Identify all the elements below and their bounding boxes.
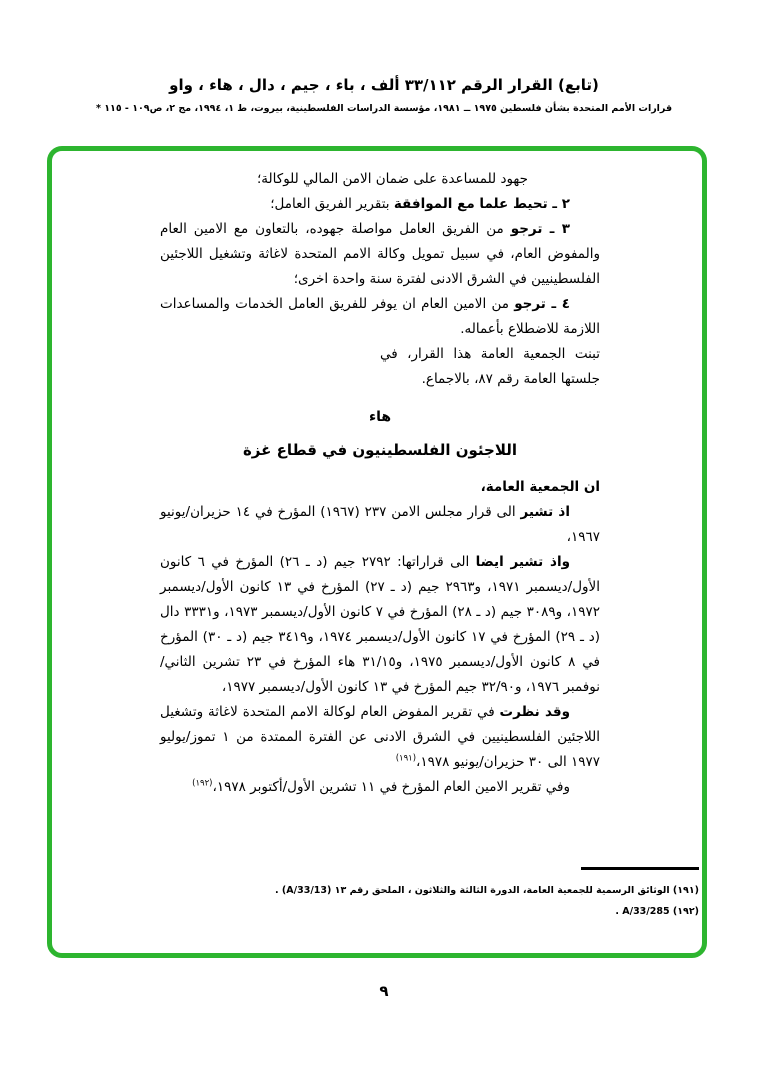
footnote-ref-191: (١٩١) [395, 753, 417, 764]
footnotes-section [99, 867, 699, 922]
operative-paragraph-2: ٢ ـ تحيط علما مع الموافقة بتقرير الفريق العامل؛ [270, 196, 570, 212]
footnote-191: (١٩١) الوثائق الرسمية للجمعية العامة، الدورة الثالثة والثلاثون ، الملحق رقم ١٣ (A/33/13) . [275, 885, 699, 896]
continuation-paragraph: جهود للمساعدة على ضمان الامن المالي للوكالة؛ [257, 171, 528, 187]
preamble-sg-report-paragraph: وفي تقرير الامين العام المؤرخ في ١١ تشرين الأول/أكتوبر ١٩٧٨،$^{(١٩٢)}$ [192, 778, 570, 795]
section-letter: هاء [368, 409, 392, 425]
resolution-body [160, 167, 600, 800]
operative-paragraph-3: ٣ ـ ترجو من الفريق العامل مواصلة جهوده، بالتعاون مع الامين العام والمفوض العام، في سبيل تمويل وكالة الامم المتحدة لاغاثة وتشغيل اللاجئين الفلسطينيين في الشرق الادنى لفترة سنة واحدة اخرى؛ [160, 221, 600, 287]
source-citation: قرارات الأمم المتحدة بشأن فلسطين ١٩٧٥ ــ ١٩٨١، مؤسسة الدراسات الفلسطينية، بيروت، ط ١، ١٩٩٤، مج ٢، ص١٠٩ - ١١٥ * [95, 103, 673, 114]
operative-paragraph-4: ٤ ـ ترجو من الامين العام ان يوفر للفريق العامل الخدمات والمساعدات اللازمة للاضطلاع بأعماله. [160, 296, 600, 337]
footnote-ref-192: (١٩٢) [192, 778, 213, 789]
preamble-recall-1: اذ تشير الى قرار مجلس الامن ٢٣٧ (١٩٦٧) المؤرخ في ١٤ حزيران/يونيو ١٩٦٧، [160, 504, 600, 545]
footnote-separator-rule [581, 867, 699, 870]
adoption-note: تبنت الجمعية العامة هذا القرار، في جلستها العامة رقم ٨٧، بالاجماع. [380, 346, 600, 387]
section-title: اللاجئون الفلسطينيون في قطاع غزة [242, 441, 518, 459]
document-header [0, 76, 768, 114]
preamble-opening: ان الجمعية العامة، [480, 479, 600, 495]
green-border-frame [47, 146, 707, 958]
preamble-recall-2: واذ تشير ايضا الى قراراتها: ٢٧٩٢ جيم (د ـ ٢٦) المؤرخ في ٦ كانون الأول/ديسمبر ١٩٧١، و٢٩٦٣ جيم (د ـ ٢٧) المؤرخ في ١٣ كانون الأول/ديسمبر ١٩٧٢، و٣٠٨٩ جيم (د ـ ٢٨) المؤرخ في ٧ كانون الأول/ديسمبر ١٩٧٣، و٣٣٣١ دال (د ـ ٢٩) المؤرخ في ١٧ كانون الأول/ديسمبر ١٩٧٤، و٣٤١٩ جيم (د ـ ٣٠) المؤرخ في ٨ كانون الأول/ديسمبر ١٩٧٥، و٣١/١٥ هاء المؤرخ في ٢٣ تشرين الثاني/نوفمبر ١٩٧٦، و٣٢/٩٠ جيم المؤرخ في ١٣ كانون الأول/ديسمبر ١٩٧٧، [160, 554, 601, 695]
resolution-title: (تابع) القرار الرقم ٣٣/١١٢ ألف ، باء ، جيم ، دال ، هاء ، واو [169, 76, 599, 94]
footnote-192: (١٩٢) A/33/285 . [615, 906, 699, 917]
preamble-report-paragraph: وقد نظرت في تقرير المفوض العام لوكالة الامم المتحدة لاغاثة وتشغيل اللاجئين الفلسطينيين في الشرق الادنى عن الفترة الممتدة من ١ تموز/يوليو ١٩٧٧ الى ٣٠ حزيران/يونيو ١٩٧٨،$^{(١٩١)}$ [160, 704, 600, 770]
page-number: ٩ [379, 982, 389, 1000]
